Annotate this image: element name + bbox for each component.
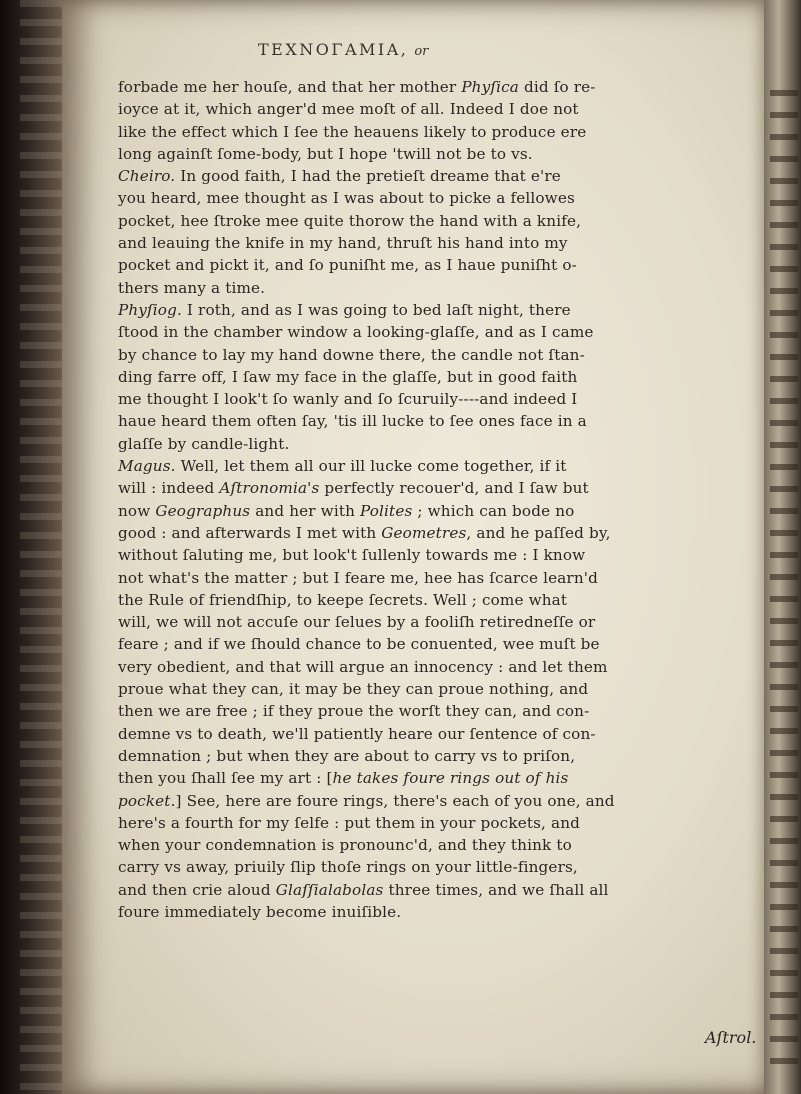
text-run: without ſaluting me, but look't ſullenly towards me : I know <box>118 546 586 565</box>
text-run: here's a fourth for my ſelfe : put them in your pockets, and <box>118 813 580 832</box>
italic-run: he takes foure rings out of his <box>332 769 569 788</box>
text-line <box>118 121 768 143</box>
text-run: will : indeed <box>118 479 220 498</box>
text-run: you heard, mee thought as I was about to picke a fellowes <box>118 189 575 208</box>
text-run: and then crie aloud <box>118 880 276 899</box>
text-line <box>118 567 768 589</box>
text-line <box>118 344 768 366</box>
text-run: very obedient, and that will argue an innocency : and let them <box>118 657 608 676</box>
text-run: demnation ; but when they are about to carry vs to priſon, <box>118 746 576 765</box>
text-run: thers many a time. <box>118 278 266 297</box>
text-run: ; which can bode no <box>412 501 575 520</box>
text-line <box>118 700 768 722</box>
text-run: forbade me her houſe, and that her mother <box>118 78 462 96</box>
text-line <box>118 500 768 522</box>
text-run: now <box>118 501 156 520</box>
text-run: three times, and we ſhall all <box>383 880 609 899</box>
text-line <box>118 98 768 120</box>
text-run: ding farre off, I ſaw my face in the glaſſe, but in good faith <box>118 367 578 386</box>
text-line <box>118 678 768 700</box>
text-line <box>118 410 768 432</box>
text-line <box>118 812 768 834</box>
text-run: then you ſhall ſee my art : [ <box>118 769 333 788</box>
text-run: perfectly recouer'd, and I ſaw but <box>319 479 589 498</box>
text-run: and leauing the knife in my hand, thruſt his hand into my <box>118 234 568 253</box>
text-run: proue what they can, it may be they can proue nothing, and <box>118 680 589 699</box>
italic-run: Aſtronomia's <box>219 479 320 498</box>
text-line <box>118 611 768 633</box>
text-run: me thought I look't ſo wanly and ſo ſcuruily----and indeed I <box>118 390 578 409</box>
text-run: by chance to lay my hand downe there, the candle not ſtan- <box>118 345 585 364</box>
text-run: the Rule of friendſhip, to keepe ſecrets. Well ; come what <box>118 590 568 609</box>
text-line <box>118 321 768 343</box>
italic-run: Phyſiog. <box>118 300 182 319</box>
text-run: pocket and pickt it, and ſo puniſht me, as I haue puniſht o- <box>118 256 577 275</box>
text-line <box>118 76 768 98</box>
text-run: did ſo re- <box>518 78 596 96</box>
text-run: carry vs away, priuily ſlip thoſe rings on your little-fingers, <box>118 858 578 877</box>
text-line <box>118 388 768 410</box>
text-line <box>118 589 768 611</box>
italic-run: Glaſſialabolas <box>275 880 384 899</box>
text-line <box>118 299 768 321</box>
italic-run: Geometres <box>381 523 467 542</box>
text-line <box>118 633 768 655</box>
text-line <box>118 366 768 388</box>
text-run: pocket, hee ſtroke mee quite thorow the hand with a knife, <box>118 211 582 230</box>
text-run: ſtood in the chamber window a looking-glaſſe, and as I came <box>118 323 594 342</box>
text-line <box>118 745 768 767</box>
running-header <box>258 40 578 59</box>
text-run: not what's the matter ; but I feare me, hee has ſcarce learn'd <box>118 568 598 587</box>
text-run: foure immediately become inuiſible. <box>118 902 402 921</box>
text-run: , and he paſſed by, <box>466 523 611 542</box>
text-run: ] See, here are foure rings, there's each of you one, and <box>175 791 615 810</box>
text-line <box>118 656 768 678</box>
text-line <box>118 477 768 499</box>
body-text <box>118 76 768 923</box>
catchword: Aſtrol. <box>705 1028 757 1047</box>
text-line <box>118 544 768 566</box>
text-run: Well, let them all our ill lucke come together, if it <box>175 457 567 476</box>
facing-leaf-text-bleed <box>770 90 798 1070</box>
text-run: will, we will not accuſe our ſelues by a fooliſh retiredneſſe or <box>118 613 596 632</box>
text-line <box>118 433 768 455</box>
text-run: feare ; and if we ſhould chance to be conuented, wee muſt be <box>118 635 600 654</box>
italic-run: Polites <box>360 501 413 520</box>
text-line <box>118 723 768 745</box>
text-line <box>118 165 768 187</box>
text-line <box>118 901 768 923</box>
text-run: glaſſe by candle-light. <box>118 434 290 453</box>
italic-run: Cheiro. <box>118 167 176 186</box>
italic-run: Magus. <box>118 457 176 476</box>
text-run: ioyce at it, which anger'd mee moſt of all. Indeed I doe not <box>118 100 579 119</box>
text-run: demne vs to death, we'll patiently heare our ſentence of con- <box>118 724 596 743</box>
text-line <box>118 790 768 812</box>
text-line <box>118 210 768 232</box>
running-title: TEXNOΓAMIA, <box>258 40 409 59</box>
italic-run: Phyſica <box>461 78 519 96</box>
text-run: In good faith, I had the pretieſt dreame that e're <box>175 167 561 186</box>
text-line <box>118 232 768 254</box>
text-run: haue heard them often ſay, 'tis ill lucke to ſee ones face in a <box>118 412 587 431</box>
text-run: when your condemnation is pronounc'd, and they think to <box>118 836 572 855</box>
text-run: then we are free ; if they proue the worſt they can, and con- <box>118 702 590 721</box>
text-run: I roth, and as I was going to bed laſt night, there <box>181 300 571 319</box>
text-run: long againſt ſome-body, but I hope 'twill not be to vs. <box>118 144 533 163</box>
text-line <box>118 856 768 878</box>
text-line <box>118 254 768 276</box>
text-run: like the effect which I ſee the heauens likely to produce ere <box>118 122 587 141</box>
running-title-tail: or <box>414 44 429 59</box>
text-line <box>118 187 768 209</box>
text-line <box>118 834 768 856</box>
text-line <box>118 143 768 165</box>
text-line <box>118 277 768 299</box>
italic-run: Geographus <box>155 501 251 520</box>
text-run: good : and afterwards I met with <box>118 523 382 542</box>
text-line <box>118 879 768 901</box>
text-line <box>118 767 768 789</box>
text-line <box>118 522 768 544</box>
text-run: and her with <box>250 501 360 520</box>
text-line <box>118 455 768 477</box>
italic-run: pocket. <box>118 791 176 810</box>
